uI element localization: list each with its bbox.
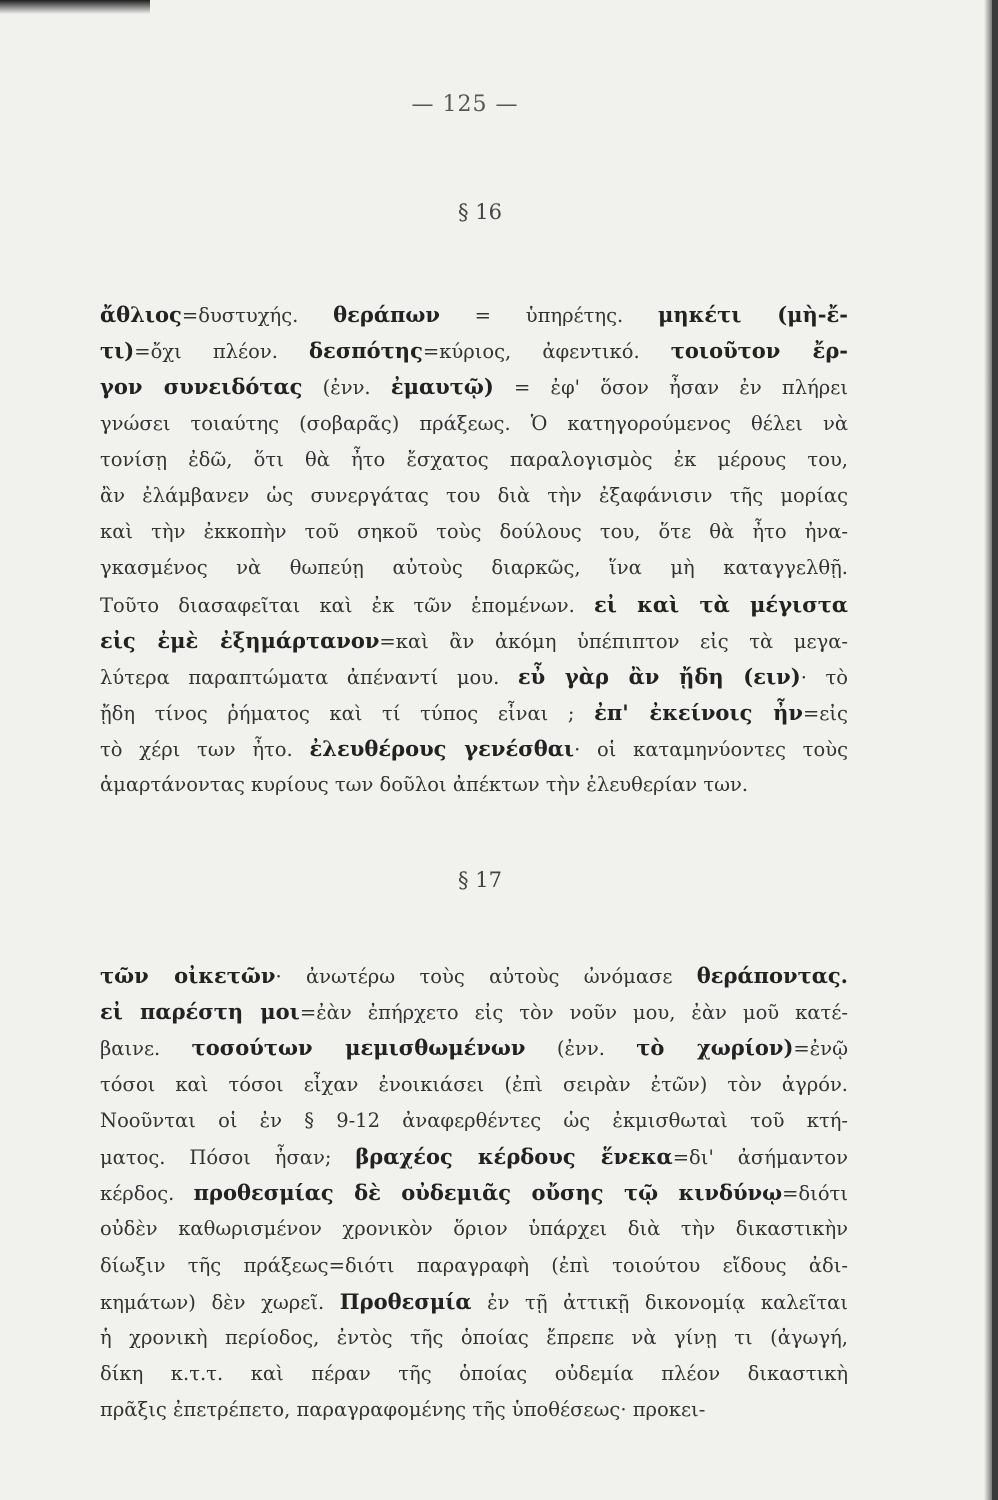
text-line xyxy=(100,587,848,623)
bold-lemma: τὸ χωρίον) xyxy=(636,1035,794,1061)
text-line xyxy=(100,406,848,442)
bold-lemma: ἐπ' ἐκείνοις ἦν xyxy=(594,700,803,726)
text-line xyxy=(100,731,848,767)
page-spine-shadow xyxy=(984,0,992,1500)
bold-lemma: γον συνειδότας xyxy=(100,374,303,400)
text-segment: οὐδὲν καθωρισμένον χρονικὸν ὅριον ὑπάρχει διὰ τὴν δικαστικὴν xyxy=(100,1217,848,1241)
bold-lemma: θεράποντας. xyxy=(696,963,848,988)
text-segment: τονίσῃ ἐδῶ, ὅτι θὰ ἦτο ἔσχατος παραλογισμὸς ἐκ μέρους του, xyxy=(100,447,848,471)
text-line xyxy=(100,767,848,803)
bold-lemma: Προθεσμία xyxy=(339,1288,472,1314)
bold-lemma: ἐλευθέρους γενέσθαι xyxy=(309,736,575,762)
text-segment: κέρδος. xyxy=(100,1182,194,1206)
text-segment: = ὑπηρέτης. xyxy=(439,304,658,327)
text-segment: ἐν τῇ ἀττικῇ δικονομίᾳ καλεῖται xyxy=(471,1290,848,1314)
text-segment: ᾔδη τίνος ῥήματος καὶ τί τύπος εἶναι ; xyxy=(100,702,595,726)
bold-lemma: μηκέτι (μὴ-ἔ- xyxy=(657,302,848,327)
text-line xyxy=(100,550,848,586)
bold-lemma: βραχέος κέρδους ἕνεκα xyxy=(355,1143,673,1169)
bold-lemma: εἰς ἐμὲ ἐξημάρτανον xyxy=(100,627,380,653)
text-segment: = ἐφ' ὅσον ἦσαν ἐν πλήρει xyxy=(493,376,848,400)
text-line xyxy=(100,1139,848,1175)
text-segment: =δι' ἀσήμαντον xyxy=(672,1145,848,1169)
bold-lemma: τοσούτων μεμισθωμένων xyxy=(191,1035,526,1061)
text-line xyxy=(100,1103,848,1139)
bold-lemma: εἰ παρέστη μοι xyxy=(100,999,300,1025)
text-line xyxy=(100,1067,848,1103)
text-segment: =διότι xyxy=(782,1182,848,1206)
text-segment: =ἐνῷ xyxy=(793,1037,848,1061)
text-segment: δίκη κ.τ.τ. καὶ πέραν τῆς ὁποίας οὐδεμία πλέον δικαστικὴ xyxy=(100,1362,848,1386)
section-16-body xyxy=(100,297,848,804)
text-line xyxy=(100,442,848,478)
text-line xyxy=(100,297,848,333)
text-segment: δίωξιν τῆς πράξεως=διότι παραγραφὴ (ἐπὶ τοιούτου εἴδους ἀδι- xyxy=(100,1253,848,1277)
text-segment: πρᾶξις ἐπετρέπετο, παραγραφομένης τῆς ὑποθέσεως· προκει- xyxy=(100,1398,706,1422)
text-segment: =εἰς xyxy=(802,702,848,726)
text-line xyxy=(100,333,848,369)
page-edge-shadow xyxy=(0,0,150,14)
text-segment: ἁμαρτάνοντας κυρίους των δοῦλοι ἀπέκτων τὴν ἐλευθερίαν των. xyxy=(100,773,749,797)
text-segment: βαινε. xyxy=(100,1037,192,1061)
bold-lemma: ἄθλιος xyxy=(100,302,182,327)
text-segment: Τοῦτο διασαφεῖται καὶ ἐκ τῶν ἑπομένων. xyxy=(100,593,594,617)
text-line xyxy=(100,1211,848,1247)
text-segment: γνώσει τοιαύτης (σοβαρᾶς) πράξεως. Ὁ κατηγορούμενος θέλει νὰ xyxy=(100,411,848,435)
text-line xyxy=(100,659,848,695)
text-segment: κημάτων) δὲν χωρεῖ. xyxy=(100,1290,340,1314)
page-number: — 125 — xyxy=(411,92,519,117)
text-line xyxy=(100,1284,848,1320)
text-segment: · οἱ καταμηνύοντες τοὺς xyxy=(574,738,848,762)
text-line xyxy=(100,1248,848,1284)
text-segment: · τὸ xyxy=(800,665,849,689)
text-line xyxy=(100,958,848,994)
bold-lemma: τι) xyxy=(100,338,135,364)
text-segment: ἂν ἐλάμβανεν ὡς συνεργάτας του διὰ τὴν ἐξαφάνισιν τῆς μορίας xyxy=(100,483,848,507)
text-segment: =ἐὰν ἐπήρχετο εἰς τὸν νοῦν μου, ἐὰν μοῦ κατέ- xyxy=(299,1001,849,1025)
text-segment: Νοοῦνται οἱ ἐν § 9-12 ἀναφερθέντες ὡς ἐκμισθωταὶ τοῦ κτή- xyxy=(100,1108,848,1132)
text-segment: γκασμένος νὰ θωπεύῃ αὐτοὺς διαρκῶς, ἵνα μὴ καταγγελθῇ. xyxy=(100,556,848,580)
text-segment: ματος. Πόσοι ἦσαν; xyxy=(100,1145,356,1169)
text-line xyxy=(100,1392,848,1428)
section-17-heading: § 17 xyxy=(458,868,502,892)
text-line xyxy=(100,695,848,731)
text-line xyxy=(100,1030,848,1066)
text-line xyxy=(100,1320,848,1356)
text-segment: =ὄχι πλέον. xyxy=(134,340,310,364)
text-segment: τόσοι καὶ τόσοι εἶχαν ἐνοικιάσει (ἐπὶ σειρὰν ἐτῶν) τὸν ἀγρόν. xyxy=(100,1072,848,1096)
text-segment: ἡ χρονικὴ περίοδος, ἐντὸς τῆς ὁποίας ἔπρεπε νὰ γίνῃ τι (ἀγωγή, xyxy=(100,1325,848,1349)
bold-lemma: δεσπότης xyxy=(309,338,423,364)
bold-lemma: εἰ καὶ τὰ μέγιστα xyxy=(593,591,848,617)
text-line xyxy=(100,1356,848,1392)
text-line xyxy=(100,623,848,659)
bold-lemma: τοιοῦτον ἔρ- xyxy=(670,338,849,364)
text-segment: =κύριος, ἀφεντικό. xyxy=(422,340,671,364)
bold-lemma: θεράπων xyxy=(333,302,440,327)
text-line xyxy=(100,369,848,405)
bold-lemma: ἐμαυτῷ) xyxy=(390,374,494,400)
text-segment: (ἐνν. xyxy=(302,376,391,400)
text-segment: =δυστυχής. xyxy=(181,304,334,327)
text-segment: =καὶ ἂν ἀκόμη ὑπέπιπτον εἰς τὰ μεγα- xyxy=(379,629,848,653)
section-16-heading: § 16 xyxy=(458,200,502,224)
bold-lemma: εὖ γὰρ ἂν ᾔδη (ειν) xyxy=(517,663,801,689)
text-segment: · ἀνωτέρω τοὺς αὐτοὺς ὠνόμασε xyxy=(275,965,697,988)
text-segment: (ἐνν. xyxy=(525,1037,637,1061)
text-line xyxy=(100,478,848,514)
text-segment: τὸ χέρι των ἦτο. xyxy=(100,738,310,762)
text-segment: καὶ τὴν ἐκκοπὴν τοῦ σηκοῦ τοὺς δούλους του, ὅτε θὰ ἦτο ἠνα- xyxy=(100,520,848,544)
text-line xyxy=(100,994,848,1030)
section-17-body xyxy=(100,958,848,1428)
text-line xyxy=(100,514,848,550)
text-segment: λύτερα παραπτώματα ἀπέναντί μου. xyxy=(100,665,518,689)
bold-lemma: προθεσμίας δὲ οὐδεμιᾶς οὔσης τῷ κινδύνῳ xyxy=(193,1180,783,1206)
bold-lemma: τῶν οἰκετῶν xyxy=(100,963,276,988)
text-line xyxy=(100,1175,848,1211)
